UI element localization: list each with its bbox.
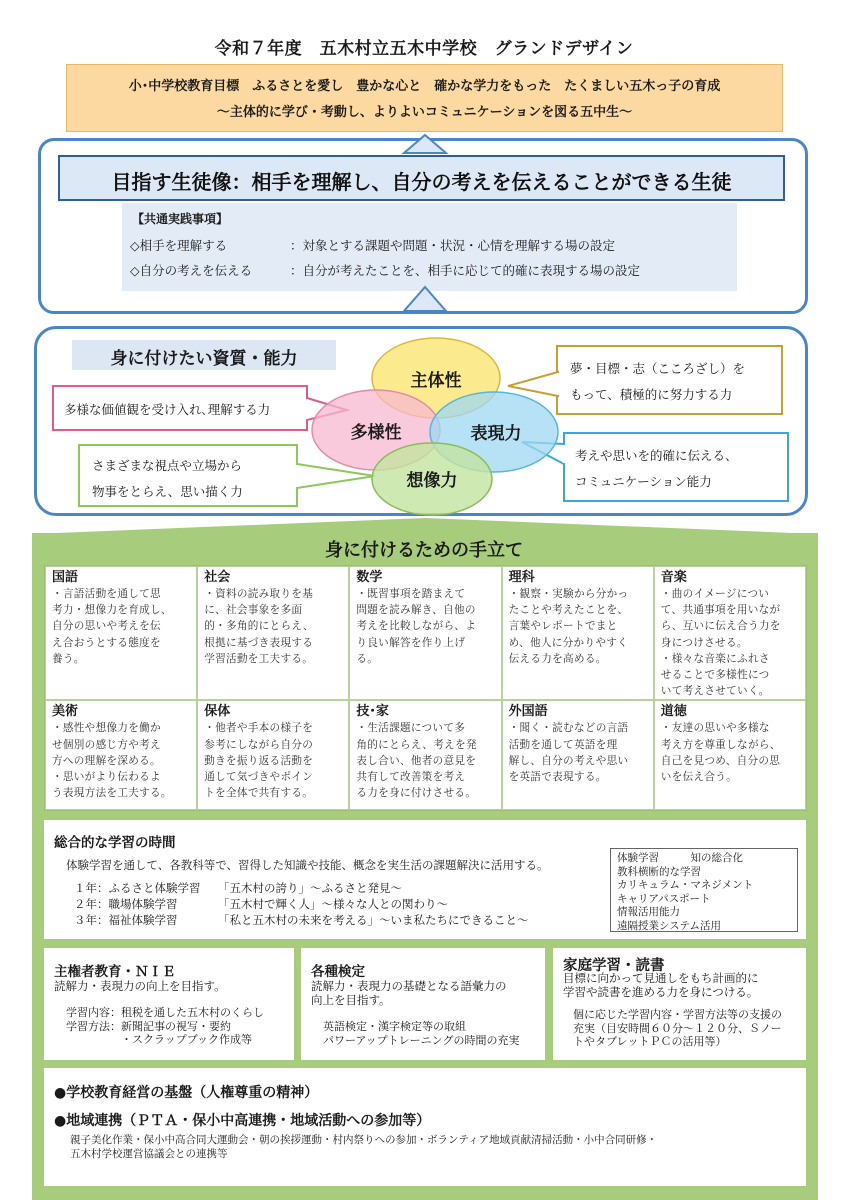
ideal-student-box [58, 155, 785, 201]
tests-title: 各種検定 [311, 964, 365, 980]
subject-cell [349, 700, 501, 810]
callout-hyougen [563, 432, 789, 502]
subject-cell [654, 700, 806, 810]
subject-cell [197, 700, 349, 810]
subject-cell [502, 566, 654, 700]
subject-text: ・友達の思いや多様な 考え方を尊重しながら、 自己を見つめ、自分の思 いを伝え合う。 [660, 722, 781, 784]
integrated-study-box [44, 820, 806, 939]
venn-label-hyougen: 表現力 [470, 424, 522, 444]
subject-cell [45, 700, 197, 810]
subject-text: ・資料の読み取りを基 に、社会事象を多面 的・多角的にとらえ、 根拠に基づき表現する 学習活動を工夫する。 [204, 588, 314, 665]
callout-line: もって、積極的に努力する力 [570, 387, 733, 402]
grade-label: ２年：職場体験学習 [74, 897, 178, 911]
subject-name: 理科 [508, 570, 535, 585]
subjects-grid [44, 565, 807, 811]
grade-theme: 「私と五木村の未来を考える」～いま私たちにできること～ [218, 913, 529, 927]
subject-text: ・既習事項を踏まえて 問題を読み解き、自他の 考えを比較しながら、よ り良い解答を作り上げ る。 [356, 588, 477, 665]
common-practice-box [122, 203, 737, 291]
subject-text: ・言語活動を通して思 考力・想像力を育成し、 自分の思いや考えを伝 え合おうとする態度を 養う。 [52, 588, 172, 665]
subject-text: ・聞く・読むなどの言語 活動を通して英語を理 解し、自分の考えや思い を英語で表現する。 [508, 722, 629, 784]
subject-name: 保体 [204, 704, 231, 720]
subject-name: 国語 [52, 570, 79, 585]
common-practice-item [130, 236, 615, 254]
callout-line: コミュニケーション能力 [575, 474, 712, 489]
sovereign-education-detail: 学習内容：租税を通した五木村のくらし 学習方法：新聞記事の視写・要約 ・スクラップブック作成等 [66, 1006, 264, 1046]
home-study-box [553, 948, 806, 1060]
callout-line: 物事をとらえ、思い描く力 [92, 484, 243, 499]
keyword-item: 遠隔授業システム活用 [617, 919, 721, 932]
integrated-grade-row [74, 880, 402, 896]
common-practice-label: ◇自分の考えを伝える [130, 263, 253, 278]
sovereign-education-box [44, 948, 294, 1060]
subject-cell [502, 700, 654, 810]
measures-panel-top [32, 516, 818, 536]
up-arrow-icon [402, 286, 448, 312]
school-goal-line2: ～主体的に学び・考動し、よりよいコミュニケーションを図る五中生～ [216, 105, 633, 120]
integrated-study-title: 総合的な学習の時間 [54, 835, 176, 851]
subject-cell [654, 566, 806, 700]
subject-cell [349, 566, 501, 700]
keyword-item: カリキュラム・マネジメント [617, 879, 754, 892]
grade-label: ３年：福祉体験学習 [74, 913, 178, 927]
school-goal-box [66, 64, 783, 132]
subject-text: ・生活課題について多 角的にとらえ、考えを発 表し合い、他者の意見を 共有して改善策を考え る力を身に付けさせる。 [356, 722, 477, 800]
subject-name: 外国語 [508, 704, 548, 720]
subject-name: 技･家 [356, 704, 389, 720]
common-practice-item [130, 261, 640, 279]
subject-name: 音楽 [660, 570, 687, 585]
skills-heading: 身に付けたい資質・能力 [72, 340, 336, 370]
subject-name: 美術 [52, 704, 79, 720]
foundation-bullet: ●学校教育経営の基盤（人権尊重の精神） [54, 1085, 319, 1101]
keyword-item: 体験学習 知の総合化 [617, 852, 743, 864]
integrated-study-desc: 体験学習を通して、各教科等で、習得した知識や技能、概念を実生活の課題解決に活用する。 [66, 858, 549, 872]
subject-name: 数学 [356, 570, 383, 585]
keyword-item: キャリアパスポート [617, 892, 711, 905]
callout-shutaisei [556, 345, 783, 415]
venn-label-tayousei: 多様性 [350, 423, 402, 443]
callout-line: 夢・目標・志（こころざし）を [570, 361, 746, 376]
measures-heading: 身に付けるための手立て [325, 540, 523, 561]
grade-theme: 「五木村の誇り」～ふるさと発見～ [218, 881, 402, 895]
home-study-detail: 個に応じた学習内容・学習方法等の支援の 充実（目安時間６０分～１２０分、Ｓノー トやタブレットＰＣの活用等） [573, 1008, 782, 1048]
callout-line: 多様な価値観を受け入れ､理解する力 [64, 402, 271, 417]
community-bullet: ●地域連携（ＰＴＡ・保小中高連携・地域活動への参加等） [54, 1113, 431, 1129]
skills-venn-diagram [300, 336, 570, 516]
integrated-keyword-list [610, 848, 798, 932]
subject-name: 道徳 [660, 704, 687, 720]
callout-souzou [78, 444, 298, 507]
subject-text: ・感性や想像力を働か せ個別の感じ方や考え 方への理解を深める。 ・思いがより伝わるよ う表現方法を工夫する。 [52, 722, 172, 800]
subject-cell [197, 566, 349, 700]
callout-line: 考えや思いを的確に伝える、 [575, 448, 738, 463]
common-practice-text: ：対象とする課題や問題・状況・心情を理解する場の設定 [290, 238, 616, 253]
tests-box [301, 948, 545, 1060]
keyword-item: 教科横断的な学習 [617, 865, 701, 878]
integrated-grade-row [74, 896, 448, 912]
grade-theme: 「五木村で輝く人」～様々な人との関わり～ [218, 897, 448, 911]
venn-label-souzou: 想像力 [406, 471, 458, 491]
keyword-item: 情報活用能力 [617, 906, 680, 919]
home-study-title: 家庭学習・読書 [563, 958, 665, 974]
home-study-desc: 目標に向かって見通しをもち計画的に 学習や読書を進める力を身につける。 [563, 971, 759, 999]
tests-desc: 読解力・表現力の基礎となる語彙力の 向上を目指す。 [311, 979, 507, 1007]
callout-line: さまざまな視点や立場から [92, 458, 243, 473]
subject-text: ・観察・実験から分かっ たことや考えたことを、 言葉やレポートでまと め、他人に分かりやすく 伝える力を高める。 [508, 588, 629, 665]
community-detail: 親子美化作業・保小中高合同大運動会・朝の挨拶運動・村内祭りへの参加・ボランティア地域貢献清掃活動・小中合同研修・ [70, 1134, 658, 1146]
community-detail: 五木村学校運営協議会との連携等 [70, 1148, 228, 1160]
subject-cell [45, 566, 197, 700]
sovereign-education-title: 主権者教育・ＮＩＥ [54, 964, 176, 980]
school-goal-line1: 小･中学校教育目標 ふるさとを愛し 豊かな心と 確かな学力をもった たくましい五木っ子の育成 [128, 79, 721, 94]
venn-label-shutaisei: 主体性 [410, 371, 462, 391]
subject-text: ・曲のイメージについ て、共通事項を用いなが ら、互いに伝え合う力を 身につけさせる。 ・様々な音楽にふれさ せることで多様性につ いて考えさせていく。 [660, 588, 781, 698]
subject-name: 社会 [204, 570, 231, 585]
subject-text: ・他者や手本の様子を 参考にしながら自分の 動きを振り返る活動を 通して気づきやポイン トを全体で共有する。 [204, 722, 314, 800]
common-practice-label: ◇相手を理解する [130, 238, 228, 253]
foundation-box [44, 1068, 806, 1186]
common-practice-title: 【共通実践事項】 [132, 212, 229, 226]
grade-label: １年：ふるさと体験学習 [74, 881, 201, 895]
common-practice-text: ：自分が考えたことを、相手に応じて的確に表現する場の設定 [290, 263, 641, 278]
up-arrow-icon [402, 134, 448, 154]
ideal-student-text: 目指す生徒像：相手を理解し、自分の考えを伝えることができる生徒 [111, 170, 732, 194]
callout-tayousei [52, 385, 308, 431]
integrated-grade-row [74, 912, 529, 928]
page-title: 令和７年度 五木村立五木中学校 グランドデザイン [214, 39, 634, 59]
sovereign-education-desc: 読解力・表現力の向上を目指す。 [54, 979, 226, 993]
tests-detail: 英語検定・漢字検定等の取組 パワーアップトレーニングの時間の充実 [323, 1020, 520, 1047]
